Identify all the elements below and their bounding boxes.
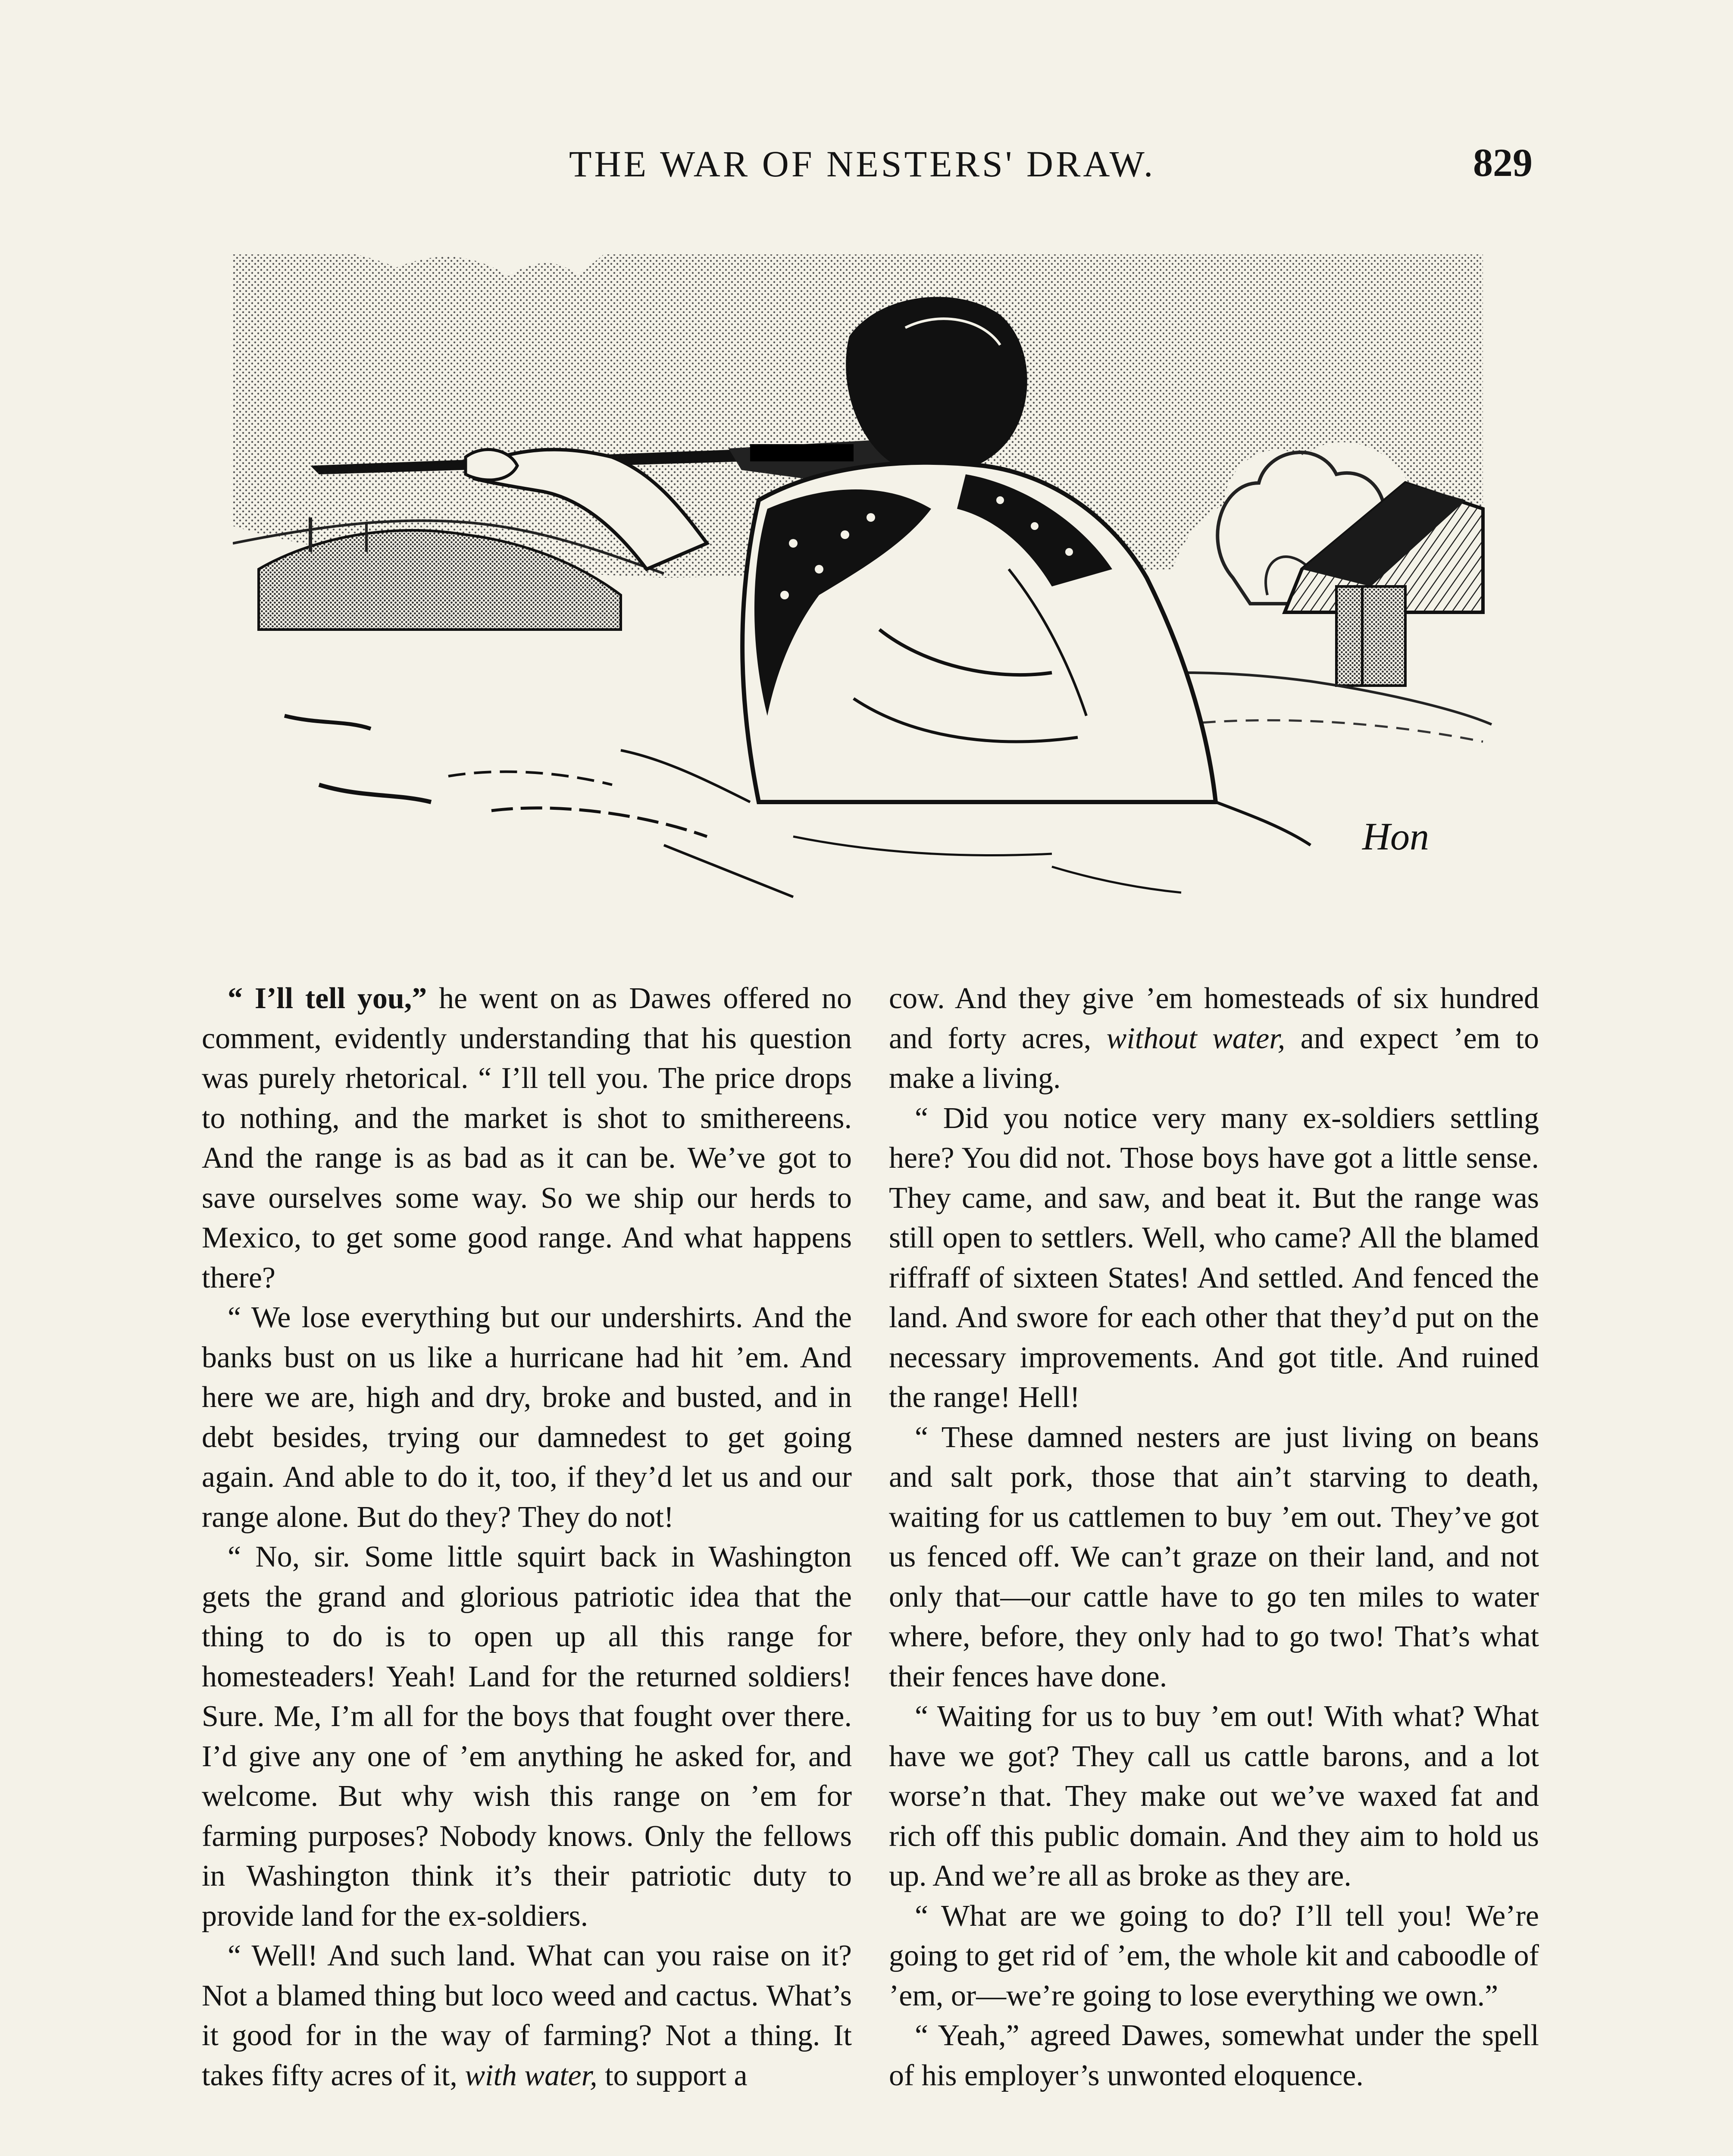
paragraph: “ We lose everything but our undershirts. And the banks bust on us like a hurricane had hit ’em. And here we are, high and dry, broke and busted, and in debt besides, trying our damnedest to get going again. And able to do it, too, if they’d let us and our range alone. But do they? They do not! xyxy=(202,1301,852,1534)
paragraph xyxy=(202,1936,852,2096)
paragraph: “ Yeah,” agreed Dawes, somewhat under the spell of his employer’s unwonted eloquence. xyxy=(889,2019,1539,2092)
paragraph xyxy=(202,979,852,1298)
paragraph: “ Did you notice very many ex-soldiers settling here? You did not. Those boys have got a little sense. They came, and saw, and beat it. But the range was still open to settlers. Well, who came? All the blamed riffraff of sixteen States! And settled. And fenced the land. And swore for each other that they’d put on the necessary improvements. And got title. And ruined the range! Hell! xyxy=(889,1101,1539,1414)
emphasis: without water, xyxy=(1106,1022,1286,1055)
paragraph-text: to support a xyxy=(597,2059,748,2092)
right-column xyxy=(889,979,1539,2096)
paragraph-text: he went on as Dawes offered no comment, evidently understanding that his question was purely rhetorical. “ I’ll tell you. The price drops to nothing, and the market is shot to smithereens. And the range is as bad as it can be. We’ve got to save ourselves some way. So we ship our herds to Mexico, to get some good range. And what happens there? xyxy=(202,982,852,1294)
paragraph-text: cow. And they give ’em homesteads of six hundred and forty acres, xyxy=(889,982,1539,1055)
paragraph: “ What are we going to do? I’ll tell you! We’re going to get rid of ’em, the whole kit and caboodle of ’em, or—we’re going to lose everything we own.” xyxy=(889,1899,1539,2012)
running-head xyxy=(0,142,1733,194)
artist-signature: Hon xyxy=(1362,815,1429,858)
body-text xyxy=(202,979,1539,2156)
paragraph-text: “ Well! And such land. What can you raise on it? Not a blamed thing but loco weed and cactus. What’s it good for in the way of farming? Not a thing. It takes fifty acres of it, xyxy=(202,1939,852,2092)
paragraph-lead-in: “ I’ll tell you,” xyxy=(228,982,427,1015)
paragraph-text: and expect ’em to make a living. xyxy=(889,1022,1539,1095)
emphasis: with water, xyxy=(465,2059,597,2092)
page-number: 829 xyxy=(1473,141,1533,185)
paragraph: “ No, sir. Some little squirt back in Washington gets the grand and glorious patriotic idea that the thing to do is to open up all this range for homesteaders! Yeah! Land for the returned soldiers! Sure. Me, I’m all for the boys that fought over there. I’d give any one of ’em anything he asked for, and welcome. But why wish this range on ’em for farming purposes? Nobody knows. Only the fellows in Washington think it’s their patriotic duty to provide land for the ex-soldiers. xyxy=(202,1540,852,1933)
rifleman-illustration xyxy=(233,241,1517,936)
paragraph xyxy=(889,979,1539,1099)
paragraph: “ These damned nesters are just living on beans and salt pork, those that ain’t starving to death, waiting for us cattlemen to buy ’em out. They’ve got us fenced off. We can’t graze on their land, and not only that—our cattle have to go ten miles to water where, before, they only had to go two! That’s what their fences have done. xyxy=(889,1420,1539,1693)
paragraph: “ Waiting for us to buy ’em out! With what? What have we got? They call us cattle barons, and a lot worse’n that. They make out we’ve waxed fat and rich off this public domain. And they aim to hold us up. And we’re all as broke as they are. xyxy=(889,1700,1539,1893)
running-title: THE WAR OF NESTERS' DRAW. xyxy=(569,143,1156,185)
left-column xyxy=(202,979,852,2096)
